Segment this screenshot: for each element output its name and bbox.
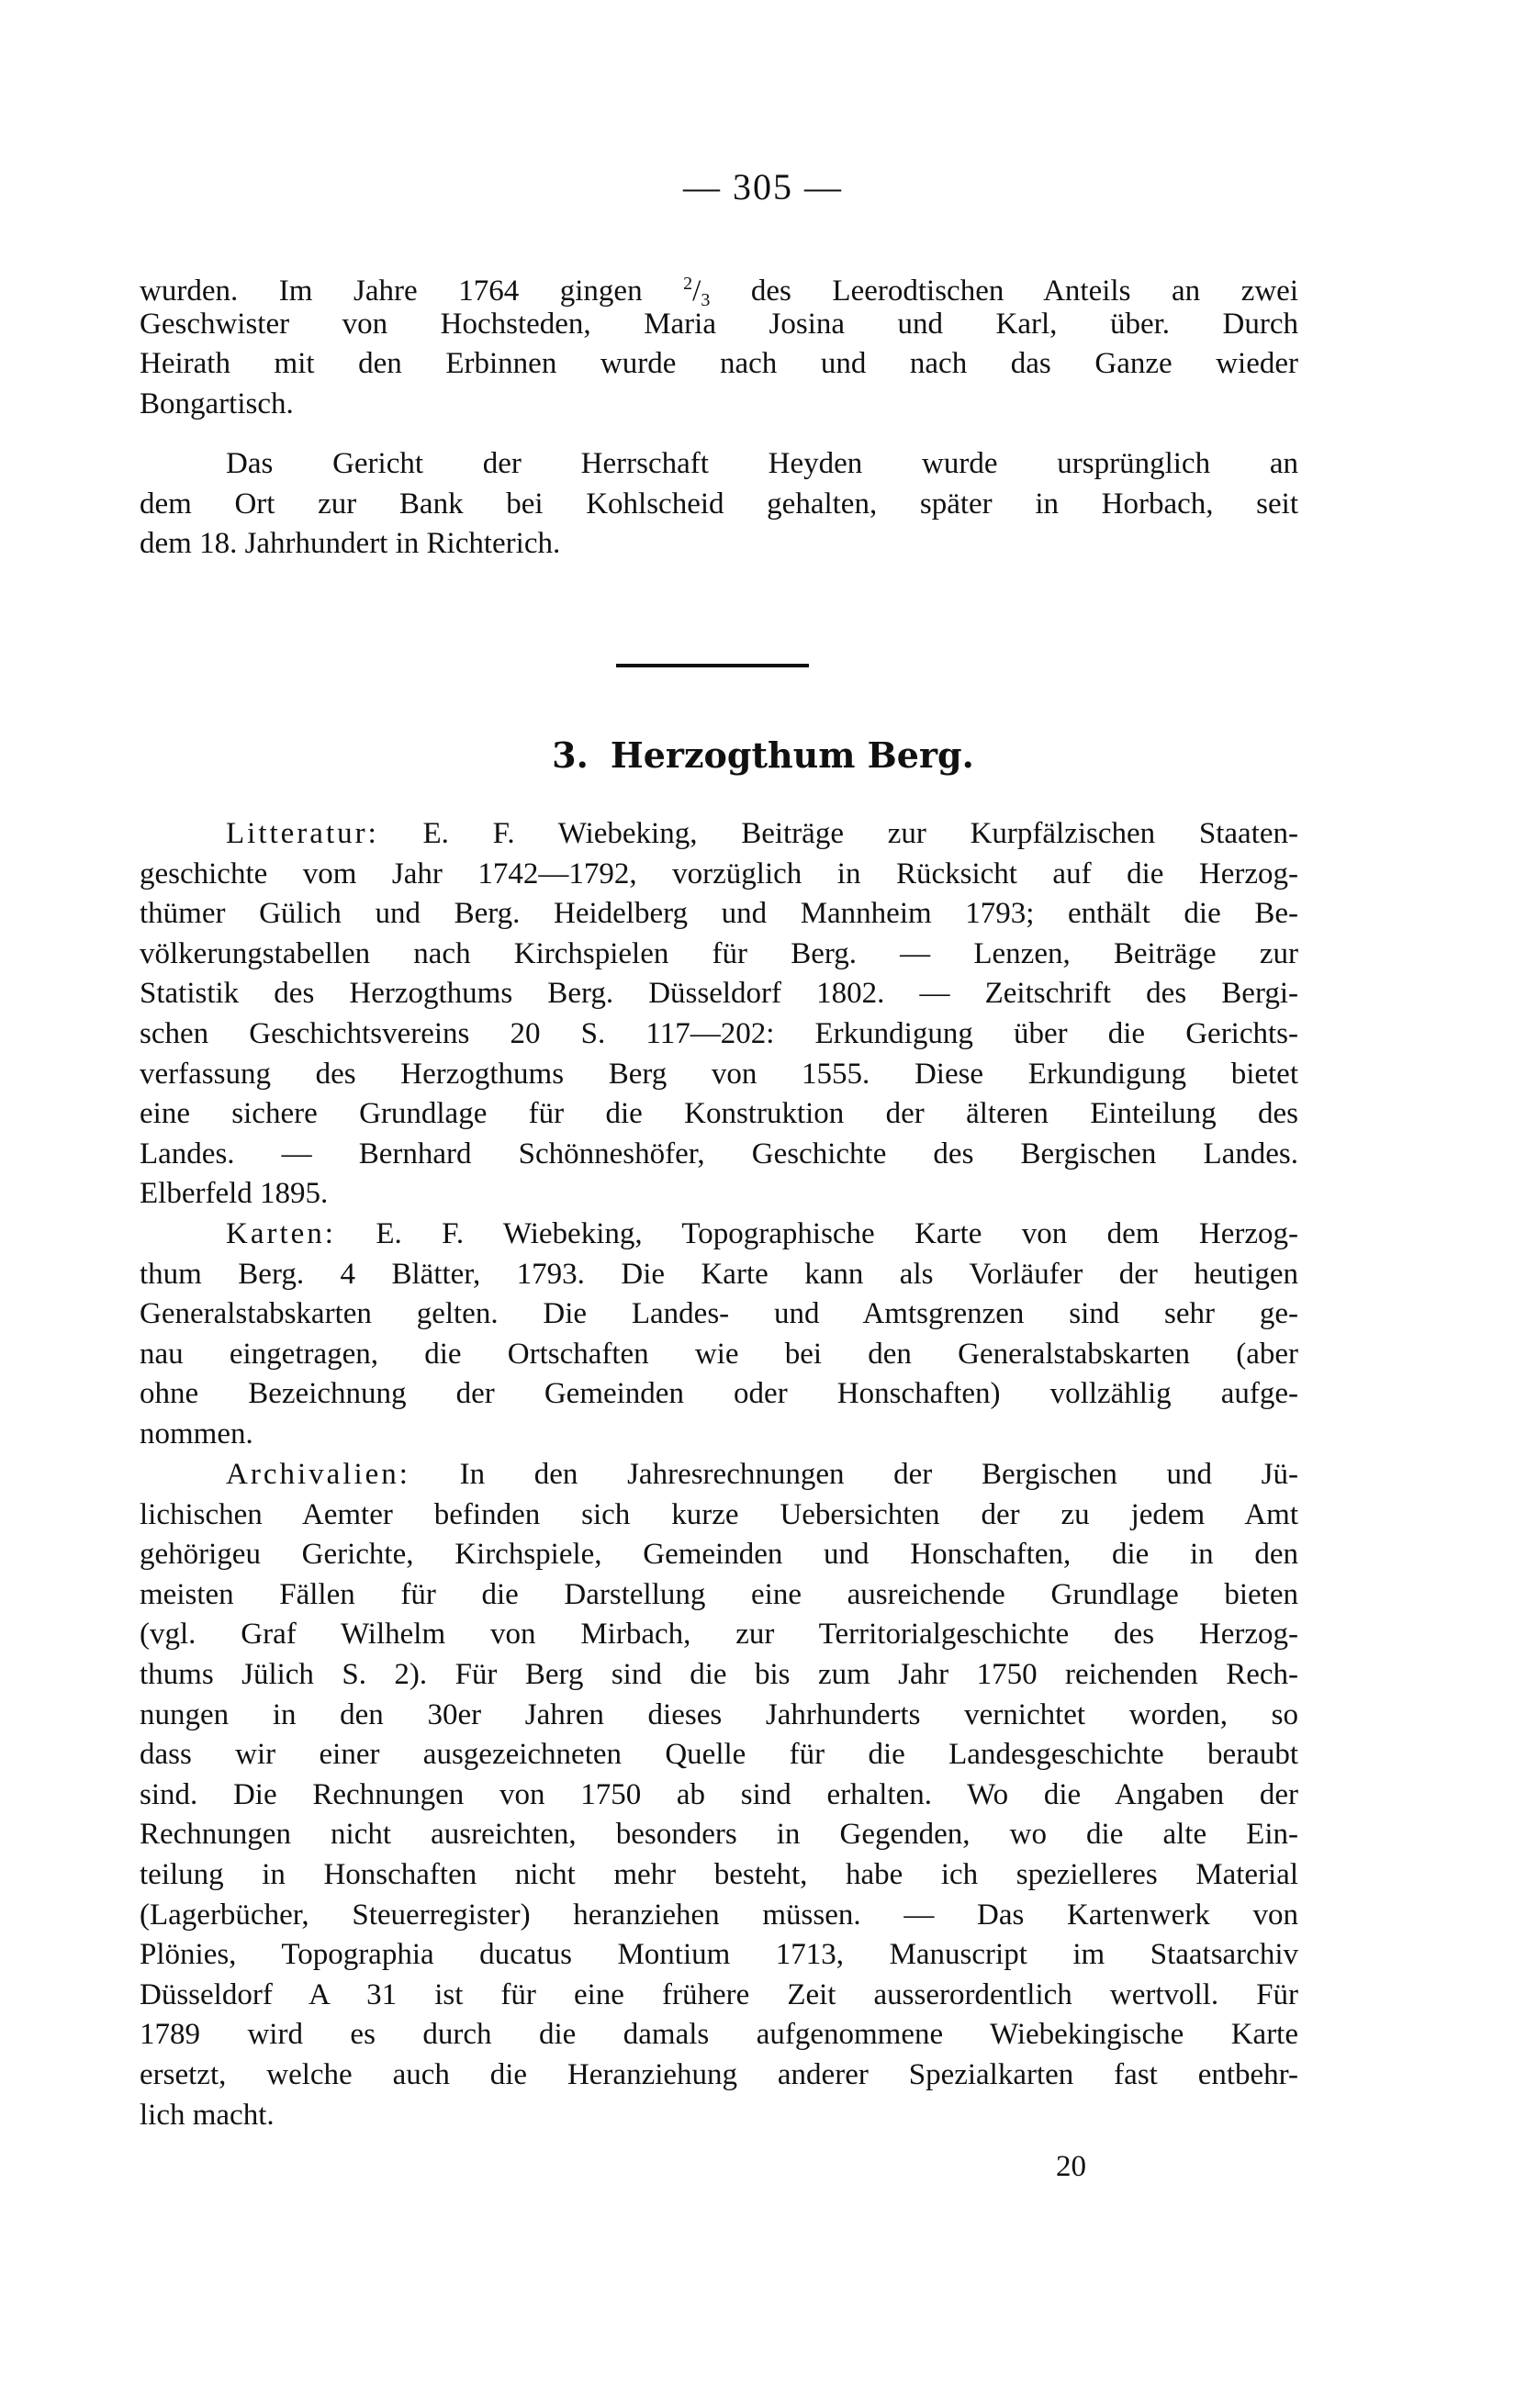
text-line: gehörigeu Gerichte, Kirchspiele, Gemeinden und Honschaften, die in den	[140, 1538, 1298, 1572]
text-line: dass wir einer ausgezeichneten Quelle für die Landesgeschichte beraubt	[140, 1738, 1298, 1772]
karten-label: Karten:	[226, 1217, 336, 1250]
text-line: nommen.	[140, 1417, 253, 1450]
gericht-paragraph	[140, 444, 1298, 565]
text-line: nungen in den 30er Jahren dieses Jahrhunderts vernichtet worden, so	[140, 1697, 1298, 1731]
text-line: thums Jülich S. 2). Für Berg sind die bis zum Jahr 1750 reichenden Rech-	[140, 1657, 1298, 1691]
section-heading	[0, 734, 1526, 776]
intro-paragraph	[140, 264, 1298, 424]
text-line	[140, 814, 1298, 855]
text-line: Heirath mit den Erbinnen wurde nach und nach das Ganze wieder	[140, 347, 1298, 381]
text-line: lichischen Aemter befinden sich kurze Uebersichten der zu jedem Amt	[140, 1497, 1298, 1531]
text-line: Düsseldorf A 31 ist für eine frühere Zeit ausserordentlich wertvoll. Für	[140, 1977, 1298, 2011]
text-line: thümer Gülich und Berg. Heidelberg und Mannheim 1793; enthält die Be-	[140, 897, 1298, 931]
text-line: nau eingetragen, die Ortschaften wie bei den Generalstabskarten (aber	[140, 1337, 1298, 1371]
text-line: Landes. — Bernhard Schönneshöfer, Geschichte des Bergischen Landes.	[140, 1137, 1298, 1170]
text-fragment: In den Jahresrechnungen der Bergischen und Jü-	[410, 1458, 1298, 1491]
text-fragment: E. F. Wiebeking, Beiträge zur Kurpfälzischen Staaten-	[378, 817, 1298, 850]
signature-mark: 20	[1056, 2150, 1086, 2183]
section-divider	[616, 664, 809, 667]
text-line: eine sichere Grundlage für die Konstruktion der älteren Einteilung des	[140, 1097, 1298, 1131]
text-line: Geschwister von Hochsteden, Maria Josina und Karl, über. Durch	[140, 307, 1298, 341]
text-line: dem 18. Jahrhundert in Richterich.	[140, 527, 561, 561]
text-line: teilung in Honschaften nicht mehr besteht, habe ich spezielleres Material	[140, 1857, 1298, 1891]
text-line: Plönies, Topographia ducatus Montium 1713, Manuscript im Staatsarchiv	[140, 1938, 1298, 1972]
text-line: verfassung des Herzogthums Berg von 1555. Diese Erkundigung bietet	[140, 1057, 1298, 1091]
text-line: sind. Die Rechnungen von 1750 ab sind erhalten. Wo die Angaben der	[140, 1777, 1298, 1811]
litteratur-label: Litteratur:	[226, 817, 379, 850]
text-line: 1789 wird es durch die damals aufgenommene Wiebekingische Karte	[140, 2018, 1298, 2052]
archivalien-label: Archivalien:	[226, 1458, 410, 1491]
text-line: völkerungstabellen nach Kirchspielen für Berg. — Lenzen, Beiträge zur	[140, 936, 1298, 970]
section-number: 3.	[552, 734, 589, 776]
fraction-denominator: 3	[701, 290, 711, 310]
text-line: schen Geschichtsvereins 20 S. 117—202: Erkundigung über die Gerichts-	[140, 1016, 1298, 1050]
text-line: lich macht.	[140, 2098, 275, 2132]
text-fragment: des Leerodtischen Anteils an zwei	[710, 274, 1298, 308]
text-line: meisten Fällen für die Darstellung eine ausreichende Grundlage bieten	[140, 1577, 1298, 1611]
text-line: ersetzt, welche auch die Heranziehung anderer Spezialkarten fast entbehr-	[140, 2057, 1298, 2091]
text-fragment: wurden. Im Jahre 1764 gingen	[140, 274, 684, 308]
text-line	[140, 1215, 1298, 1255]
archivalien-paragraph	[140, 1455, 1298, 2135]
text-fragment: E. F. Wiebeking, Topographische Karte von dem Herzog-	[335, 1217, 1298, 1250]
text-line: (vgl. Graf Wilhelm von Mirbach, zur Territorialgeschichte des Herzog-	[140, 1618, 1298, 1652]
text-line: dem Ort zur Bank bei Kohlscheid gehalten, später in Horbach, seit	[140, 487, 1298, 521]
karten-paragraph	[140, 1215, 1298, 1455]
text-line: geschichte vom Jahr 1742—1792, vorzüglich in Rücksicht auf die Herzog-	[140, 857, 1298, 890]
text-line: Elberfeld 1895.	[140, 1177, 329, 1211]
text-line: ohne Bezeichnung der Gemeinden oder Honschaften) vollzählig aufge-	[140, 1377, 1298, 1411]
text-line	[140, 1455, 1298, 1495]
text-line: (Lagerbücher, Steuerregister) heranziehen müssen. — Das Kartenwerk von	[140, 1898, 1298, 1932]
text-line: Bongartisch.	[140, 386, 294, 420]
text-line: Generalstabskarten gelten. Die Landes- und Amtsgrenzen sind sehr ge-	[140, 1297, 1298, 1331]
section-title: Herzogthum Berg.	[610, 734, 974, 776]
text-line: Rechnungen nicht ausreichten, besonders in Gegenden, wo die alte Ein-	[140, 1818, 1298, 1852]
text-line: wurden. Im Jahre 1764 gingen $^2$/3 des Leerodtischen Anteils an zwei	[140, 274, 1298, 310]
text-line: thum Berg. 4 Blätter, 1793. Die Karte kann als Vorläufer der heutigen	[140, 1257, 1298, 1291]
text-line: Statistik des Herzogthums Berg. Düsseldorf 1802. — Zeitschrift des Bergi-	[140, 977, 1298, 1011]
fraction-numerator: 2	[683, 274, 693, 294]
page-number: — 305 —	[683, 166, 843, 207]
text-line: Das Gericht der Herrschaft Heyden wurde ursprünglich an	[226, 447, 1298, 480]
litteratur-paragraph	[140, 814, 1298, 1215]
